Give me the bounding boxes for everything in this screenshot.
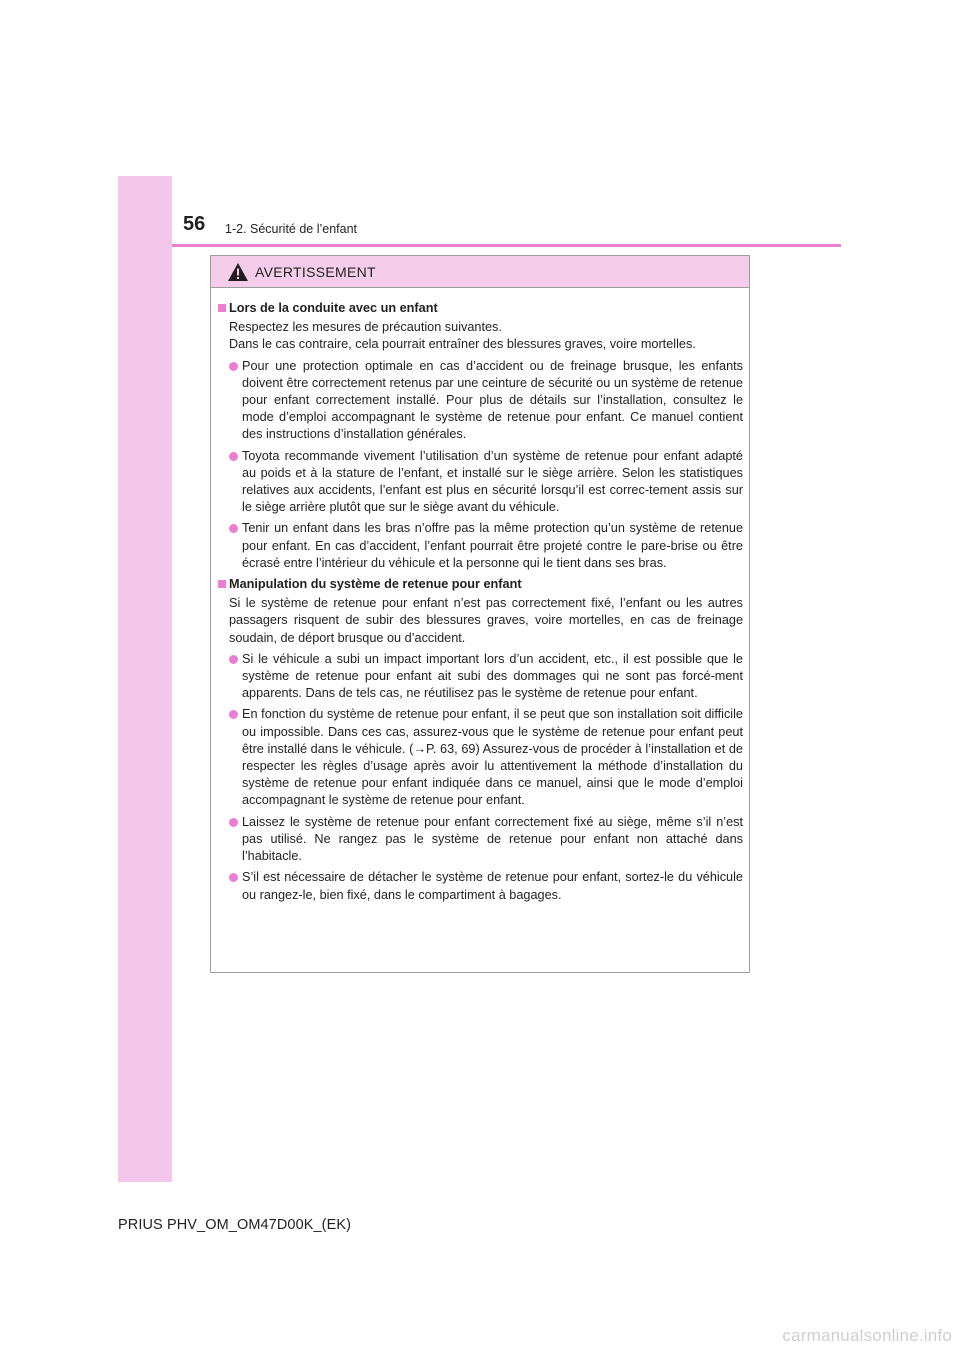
section-title: 1-2. Sécurité de l’enfant — [225, 222, 358, 236]
square-bullet-icon — [218, 304, 226, 312]
warning-header — [211, 256, 749, 288]
header-rule — [172, 244, 841, 247]
bullet-item: Tenir un enfant dans les bras n’offre pas la même protection qu’un système de retenue pour enfant. En cas d’accident, l’enfant pourrait être projeté contre le pare-brise ou être écrasé entre l’intérieur du véhicule et la personne qui le tient dans ses bras. — [218, 520, 743, 572]
circle-bullet-icon — [229, 655, 238, 664]
circle-bullet-icon — [229, 818, 238, 827]
warning-title: AVERTISSEMENT — [255, 263, 376, 280]
section-heading: Lors de la conduite avec un enfant — [218, 300, 743, 317]
warning-triangle-icon — [227, 262, 249, 282]
page-number: 56 — [183, 213, 206, 235]
bullet-item: Laissez le système de retenue pour enfant correctement fixé au siège, même s’il n’est pas utilisé. Ne rangez pas le système de retenue pour enfant non attaché dans l’habitacle. — [218, 814, 743, 866]
bullet-item: Toyota recommande vivement l’utilisation d’un système de retenue pour enfant adapté au poids et à la stature de l’enfant, et installé sur le siège arrière. Selon les statistiques relatives aux accidents, l’enfant est plus en sécurité lorsqu’il est correc-tement assis sur le siège arrière plutôt que sur le siège avant du véhicule. — [218, 448, 743, 517]
warning-content — [211, 288, 749, 904]
warning-box — [210, 255, 750, 973]
side-color-band — [118, 176, 172, 1182]
section-intro: Si le système de retenue pour enfant n’est pas correctement fixé, l’enfant ou les autres passagers risquent de subir des blessures graves, voire mortelles, en cas de freinage soudain, de déport brusque ou d’accident. — [229, 596, 743, 645]
circle-bullet-icon — [229, 452, 238, 461]
section-intro: Respectez les mesures de précaution suivantes. Dans le cas contraire, cela pourrait entraîner des blessures graves, voire mortelles. — [229, 320, 696, 352]
section-heading: Manipulation du système de retenue pour enfant — [218, 576, 743, 593]
circle-bullet-icon — [229, 362, 238, 371]
circle-bullet-icon — [229, 524, 238, 533]
circle-bullet-icon — [229, 710, 238, 719]
circle-bullet-icon — [229, 873, 238, 882]
square-bullet-icon — [218, 580, 226, 588]
footer-document-code: PRIUS PHV_OM_OM47D00K_(EK) — [118, 1217, 352, 1233]
watermark: carmanualsonline.info — [782, 1326, 952, 1345]
bullet-item: Pour une protection optimale en cas d’accident ou de freinage brusque, les enfants doivent être correctement retenus par une ceinture de sécurité ou un système de retenue pour enfant correctement installé. Pour plus de détails sur l’installation, consultez le mode d’emploi accompagnant le système de retenue pour enfant. Ce manuel contient des instructions d’installation générales. — [218, 358, 743, 444]
bullet-item: En fonction du système de retenue pour enfant, il se peut que son installation soit difficile ou impossible. Dans ces cas, assurez-vous que le système de retenue pour enfant peut être installé dans le véhicule. (→P. 63, 69) Assurez-vous de procéder à l’installation et de respecter les règles d’usage après avoir lu attentivement la méthode d’installation du système de retenue pour enfant indiquée dans ce manuel, ainsi que le mode d’emploi accompagnant le système de retenue pour enfant. — [218, 706, 743, 809]
bullet-item: Si le véhicule a subi un impact important lors d’un accident, etc., il est possible que le système de retenue pour enfant ait subi des dommages qui ne sont pas forcé-ment apparents. Dans de tels cas, ne réutilisez pas le système de retenue pour enfant. — [218, 651, 743, 703]
bullet-item: S’il est nécessaire de détacher le système de retenue pour enfant, sortez-le du véhicule ou rangez-le, bien fixé, dans le compartiment à bagages. — [218, 869, 743, 903]
